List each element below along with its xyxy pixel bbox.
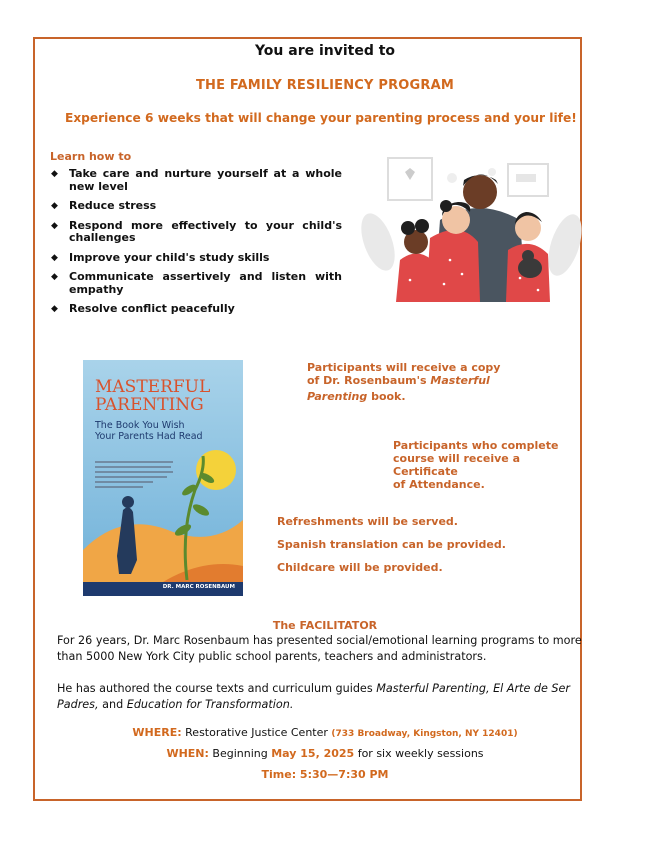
list-item: ◆ Take care and nurture yourself at a whole new level (51, 167, 342, 193)
facilitator-authored: He has authored the course texts and curriculum guides Masterful Parenting, El Arte de Ser Padres, and Education for Transformation. (57, 682, 571, 711)
spanish-note: Spanish translation can be provided. (277, 538, 506, 551)
book-title: MASTERFUL PARENTING (95, 377, 211, 415)
facilitator-bio: For 26 years, Dr. Marc Rosenbaum has presented social/emotional learning programs to more than 5000 New York City public school parents, teachers and administrators. (57, 634, 582, 663)
learn-list (50, 168, 342, 323)
time-line: Time: 5:30—7:30 PM (261, 768, 389, 781)
list-item: ◆ Respond more effectively to your child's challenges (51, 218, 342, 244)
where-line: WHERE: Restorative Justice Center (733 Broadway, Kingston, NY 12401) (132, 726, 518, 739)
list-item: ◆ Improve your child's study skills (51, 250, 270, 264)
list-item: ◆ Reduce stress (51, 199, 157, 212)
book-copy-note: Participants will receive a copy of Dr. Rosenbaum's Masterful Parenting book. (307, 361, 501, 403)
book-author: DR. MARC ROSENBAUM (162, 584, 235, 590)
tagline: Experience 6 weeks that will change your parenting process and your life! (65, 111, 577, 125)
childcare-note: Childcare will be provided. (277, 561, 443, 574)
diamond-bullet-icon: ◆ (51, 304, 58, 314)
learn-heading: Learn how to (50, 150, 132, 163)
when-line: WHEN: Beginning May 15, 2025 for six weekly sessions (166, 747, 484, 760)
diamond-bullet-icon: ◆ (51, 272, 58, 282)
diamond-bullet-icon: ◆ (51, 201, 58, 211)
refreshments-note: Refreshments will be served. (277, 515, 458, 528)
list-item: ◆ Resolve conflict peacefully (51, 302, 235, 315)
book-subtitle: The Book You Wish Your Parents Had Read (95, 420, 203, 442)
diamond-bullet-icon: ◆ (51, 169, 58, 179)
invitation-line: You are invited to (254, 43, 396, 59)
facilitator-heading: The FACILITATOR (272, 619, 378, 632)
program-title: THE FAMILY RESILIENCY PROGRAM (195, 78, 455, 93)
certificate-note: Participants who complete course will receive a Certificate of Attendance. (393, 439, 559, 491)
family-illustration (360, 150, 585, 308)
book-cover (83, 360, 243, 596)
diamond-bullet-icon: ◆ (51, 220, 58, 231)
list-item: ◆ Communicate assertively and listen with empathy (51, 270, 342, 296)
diamond-bullet-icon: ◆ (51, 252, 58, 263)
